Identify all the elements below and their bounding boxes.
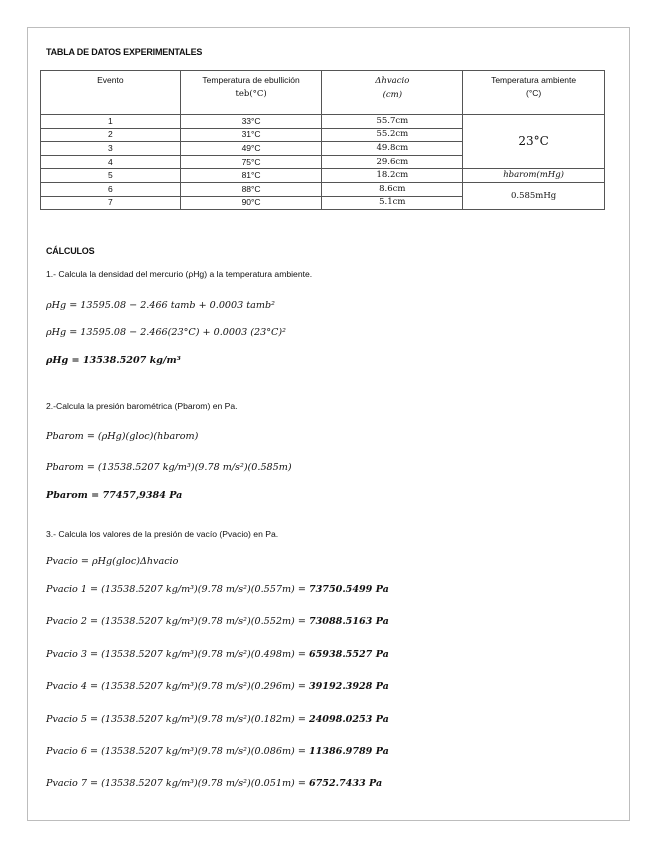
- cell-ambient-temp: 23°C: [463, 115, 605, 169]
- cell-temp: 33°C: [180, 115, 322, 129]
- header-teb-symbol: teb(°C): [235, 89, 267, 99]
- vacio-equation-5: Pvacio 5 = (13538.5207 kg/m³)(9.78 m/s²)(0.182m) = 24098.0253 Pa: [46, 713, 389, 725]
- cell-evento: 6: [41, 182, 181, 196]
- header-temp-ambiente: Temperatura ambiente (°C): [463, 71, 605, 115]
- vacio-result-6: 11386.9789 Pa: [308, 746, 389, 757]
- vacio-equation-2: Pvacio 2 = (13538.5207 kg/m³)(9.78 m/s²)(0.552m) = 73088.5163 Pa: [46, 616, 389, 628]
- table-row: [41, 182, 605, 196]
- cell-temp: 90°C: [180, 196, 322, 210]
- cell-evento: 4: [41, 155, 181, 169]
- calculos-title: CÁLCULOS: [46, 246, 95, 256]
- step1-text: 1.- Calcula la densidad del mercurio (ρHg) a la temperatura ambiente.: [46, 269, 313, 279]
- vacio-result-1: 73750.5499 Pa: [308, 584, 389, 595]
- vacio-result-5: 24098.0253 Pa: [308, 713, 389, 725]
- step1-eq-substitution: ρHg = 13595.08 − 2.466(23°C) + 0.0003 (23°C)²: [46, 327, 286, 338]
- vacio-result-7: 6752.7433 Pa: [308, 778, 383, 790]
- cell-dh: 55.2cm: [322, 128, 463, 142]
- step1-eq-density-formula: ρHg = 13595.08 − 2.466 tamb + 0.0003 tamb²: [46, 300, 275, 311]
- cell-temp: 31°C: [180, 128, 322, 142]
- cell-evento: 3: [41, 142, 181, 156]
- vacio-equation-7: Pvacio 7 = (13538.5207 kg/m³)(9.78 m/s²)(0.051m) = 6752.7433 Pa: [46, 778, 383, 790]
- vacio-equation-3: Pvacio 3 = (13538.5207 kg/m³)(9.78 m/s²)(0.498m) = 65938.5527 Pa: [46, 648, 389, 660]
- cell-temp: 88°C: [180, 182, 322, 196]
- cell-hbarom-label: hbarom(mHg): [463, 169, 605, 183]
- step2-eq-result: Pbarom = 77457,9384 Pa: [46, 490, 183, 501]
- vacio-result-2: 73088.5163 Pa: [308, 616, 389, 628]
- step2-text: 2.-Calcula la presión barométrica (Pbarom) en Pa.: [46, 401, 238, 411]
- cell-evento: 1: [41, 115, 181, 129]
- header-evento: Evento: [41, 71, 181, 115]
- table-title: TABLA DE DATOS EXPERIMENTALES: [46, 47, 203, 57]
- cell-dh: 18.2cm: [322, 169, 463, 183]
- step3-eq-formula: Pvacio = ρHg(gloc)Δhvacio: [46, 556, 179, 567]
- vacio-equation-1: Pvacio 1 = (13538.5207 kg/m³)(9.78 m/s²)(0.557m) = 73750.5499 Pa: [46, 584, 389, 595]
- cell-evento: 7: [41, 196, 181, 210]
- vacio-equation-4: Pvacio 4 = (13538.5207 kg/m³)(9.78 m/s²)(0.296m) = 39192.3928 Pa: [46, 681, 389, 693]
- step3-text: 3.- Calcula los valores de la presión de vacío (Pvacio) en Pa.: [46, 529, 279, 539]
- cell-evento: 2: [41, 128, 181, 142]
- table-header-row: [41, 71, 605, 115]
- table-row: [41, 115, 605, 129]
- step1-eq-result: ρHg = 13538.5207 kg/m³: [46, 355, 181, 366]
- document-page: [27, 27, 630, 821]
- cell-dh: 49.8cm: [322, 142, 463, 156]
- cell-evento: 5: [41, 169, 181, 183]
- step2-eq-substitution: Pbarom = (13538.5207 kg/m³)(9.78 m/s²)(0.585m): [46, 462, 292, 473]
- experimental-data-table: [40, 70, 605, 210]
- header-temp-ebullicion: Temperatura de ebullición teb(°C): [180, 71, 322, 115]
- cell-temp: 49°C: [180, 142, 322, 156]
- vacio-result-3: 65938.5527 Pa: [308, 648, 389, 660]
- cell-dh: 29.6cm: [322, 155, 463, 169]
- vacio-result-4: 39192.3928 Pa: [308, 681, 389, 693]
- cell-dh: 8.6cm: [322, 182, 463, 196]
- cell-dh: 5.1cm: [322, 196, 463, 210]
- table-row: [41, 169, 605, 183]
- cell-temp: 81°C: [180, 169, 322, 183]
- cell-hbarom-value: 0.585mHg: [463, 182, 605, 209]
- cell-temp: 75°C: [180, 155, 322, 169]
- vacio-equation-6: Pvacio 6 = (13538.5207 kg/m³)(9.78 m/s²)(0.086m) = 11386.9789 Pa: [46, 746, 389, 757]
- header-delta-h: Δhvacio (cm): [322, 71, 463, 115]
- cell-dh: 55.7cm: [322, 115, 463, 129]
- step2-eq-formula: Pbarom = (ρHg)(gloc)(hbarom): [46, 431, 199, 442]
